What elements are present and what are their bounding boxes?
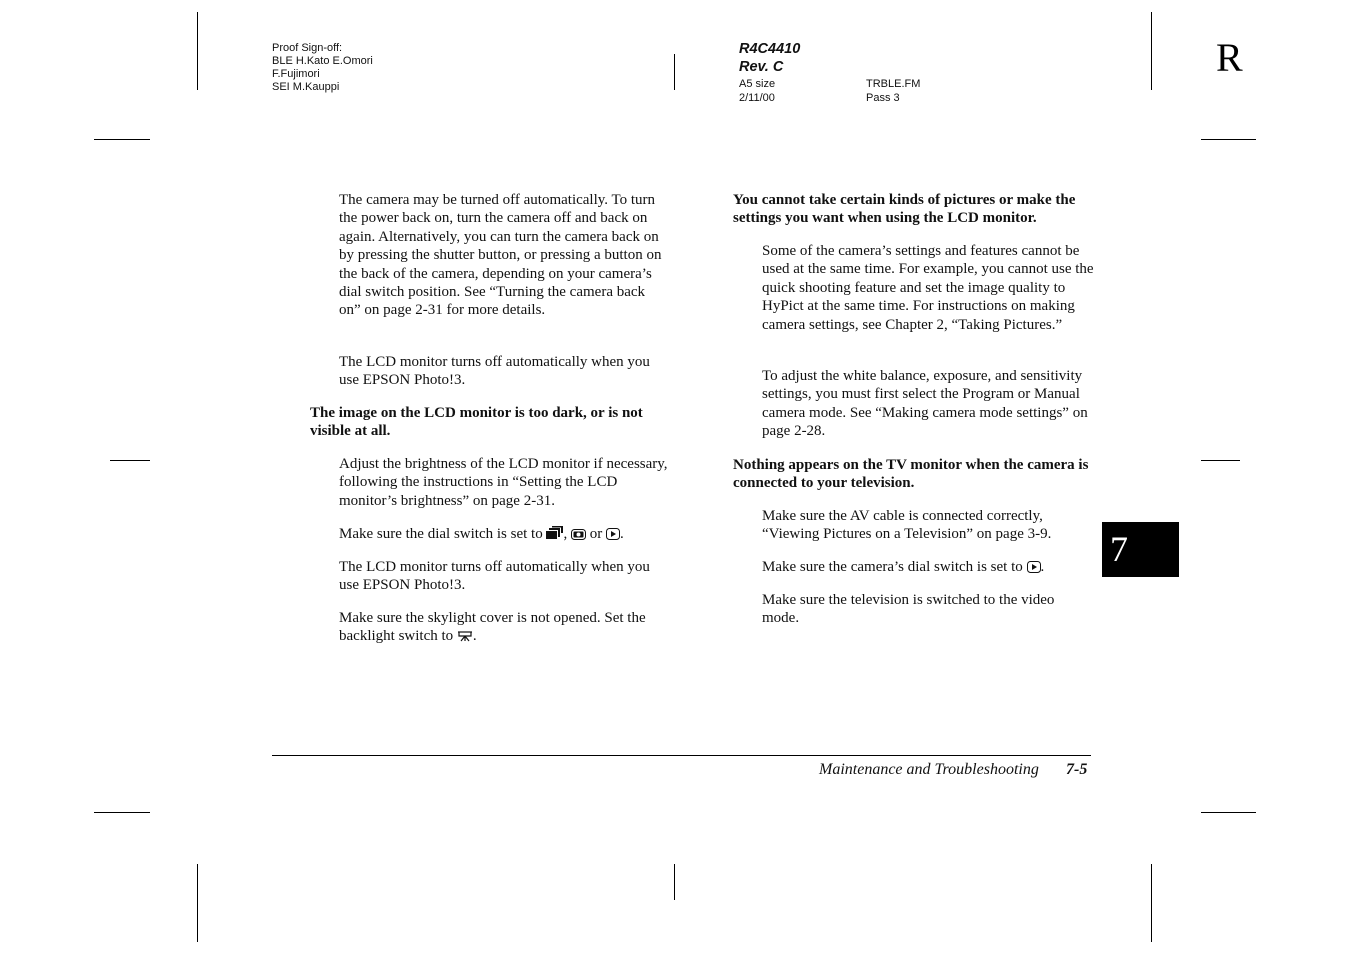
backlight-text: Make sure the skylight cover is not opened. Set the backlight switch to	[339, 610, 646, 645]
right-paragraph: To adjust the white balance, exposure, and sensitivity settings, you must first select the Program or Manual camera mode. See “Making camera mode settings” on page 2-28.	[762, 368, 1088, 440]
left-paragraph-backlight	[339, 609, 669, 648]
proof-line: F.Fujimori	[272, 68, 320, 80]
dial-end: .	[1040, 559, 1045, 575]
footer-rule	[272, 755, 1091, 756]
doc-size: A5 size	[739, 78, 776, 90]
dial-end: .	[619, 526, 624, 542]
dial-or: or	[589, 526, 603, 542]
proof-signoff	[272, 42, 472, 94]
left-paragraph-dial	[339, 525, 679, 545]
corner-mark: R	[1216, 35, 1243, 80]
footer-page-number: 7-5	[1066, 761, 1088, 778]
doc-file: TRBLE.FM	[866, 78, 921, 90]
doc-date: 2/11/00	[739, 92, 775, 104]
crop-mark	[674, 864, 675, 900]
footer-title: Maintenance and Troubleshooting	[819, 761, 1039, 778]
proof-line: Proof Sign-off:	[272, 42, 343, 54]
left-paragraph: The LCD monitor turns off automatically when you use EPSON Photo!3.	[339, 354, 650, 389]
right-paragraph: Make sure the television is switched to the video mode.	[762, 592, 1055, 627]
doc-code: R4C4410	[739, 41, 801, 57]
doc-rev: Rev. C	[739, 59, 784, 75]
chapter-tab-number: 7	[1110, 529, 1128, 569]
backlight-end: .	[472, 628, 477, 645]
proof-line: BLE H.Kato E.Omori	[272, 55, 373, 67]
right-heading: Nothing appears on the TV monitor when the camera is connected to your television.	[733, 457, 1089, 492]
left-paragraph: The camera may be turned off automatically. To turn the power back on, turn the camera off and back on again. Alternatively, you can turn the camera back on by pressing the shutter button, or pressing a button on the back of the camera, depending on your camera’s dial switch position. See “Turning the camera back on” on page 2-31 for more details.	[339, 192, 662, 319]
right-paragraph-dial	[762, 558, 1094, 578]
right-heading: You cannot take certain kinds of pictures or make the settings you want when using the LCD monitor.	[733, 192, 1076, 227]
crop-mark	[197, 864, 198, 942]
crop-mark	[1201, 460, 1240, 461]
left-heading: The image on the LCD monitor is too dark, or is not visible at all.	[310, 405, 643, 440]
crop-mark	[1151, 864, 1152, 942]
crop-mark	[110, 460, 150, 461]
doc-pass: Pass 3	[866, 92, 900, 104]
camera-mode-icon	[571, 527, 586, 545]
left-paragraph: Adjust the brightness of the LCD monitor if necessary, following the instructions in “Setting the LCD monitor’s brightness” on page 2-31.	[339, 456, 668, 509]
backlight-icon	[457, 629, 473, 647]
dial-text: Make sure the dial switch is set to	[339, 526, 543, 542]
left-paragraph: The LCD monitor turns off automatically when you use EPSON Photo!3.	[339, 559, 650, 594]
crop-mark	[94, 139, 150, 140]
proof-line: SEI M.Kauppi	[272, 81, 340, 93]
multi-shot-mode-icon	[546, 526, 563, 545]
right-paragraph: Some of the camera’s settings and features cannot be used at the same time. For example, you cannot use the quick shooting feature and set the image quality to HyPict at the same time. For instructions on making camera settings, see Chapter 2, “Taking Pictures.”	[762, 243, 1094, 333]
crop-mark	[94, 812, 150, 813]
crop-mark	[197, 12, 198, 90]
playback-mode-icon	[606, 527, 620, 545]
playback-mode-icon	[1027, 560, 1041, 578]
right-paragraph: Make sure the AV cable is connected correctly, “Viewing Pictures on a Television” on page 3-9.	[762, 508, 1052, 543]
crop-mark	[1201, 139, 1256, 140]
dial-text: Make sure the camera’s dial switch is set to	[762, 559, 1023, 575]
dial-separator: ,	[563, 526, 568, 542]
crop-mark	[1201, 812, 1256, 813]
crop-mark	[1151, 12, 1152, 90]
crop-mark	[674, 54, 675, 90]
